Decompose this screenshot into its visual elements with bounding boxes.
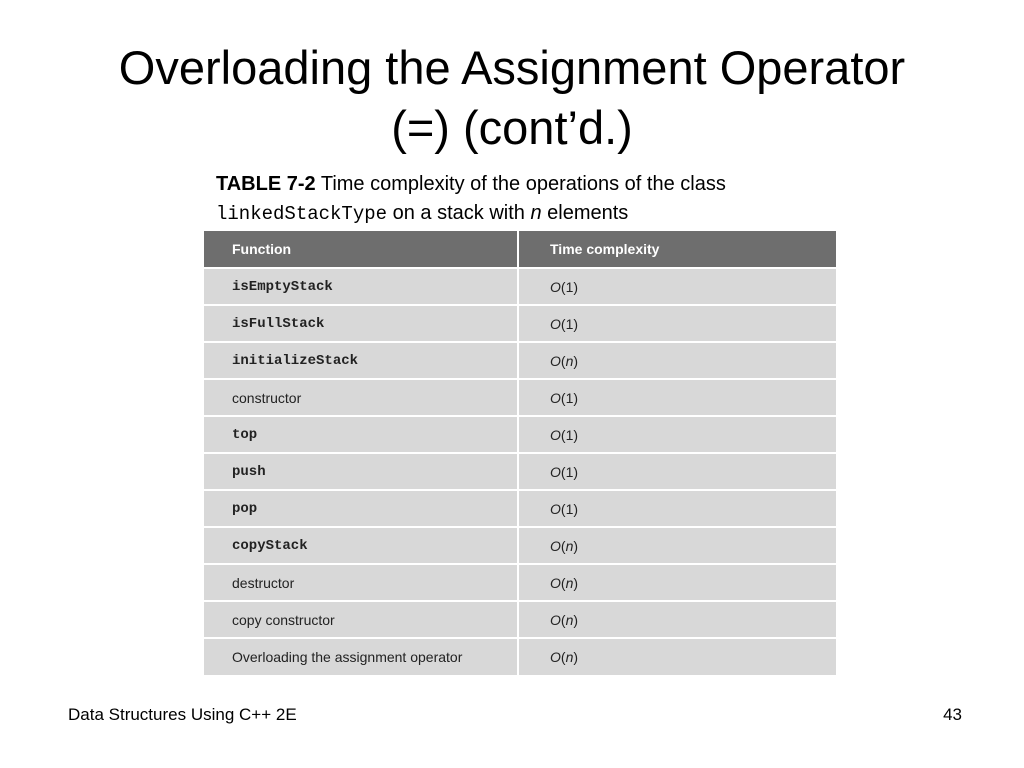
slide-title-line-2: (=) (cont’d.) — [391, 101, 633, 154]
function-cell: initializeStack — [204, 342, 518, 379]
complexity-value: n — [565, 611, 574, 628]
caption-text-2: on a stack with — [392, 202, 525, 224]
complexity-cell: O(1) — [518, 379, 836, 416]
function-cell: copy constructor — [204, 601, 518, 638]
complexity-value: 1 — [565, 389, 574, 406]
function-cell: top — [204, 416, 518, 453]
table-body — [204, 268, 836, 675]
table-row — [204, 527, 836, 564]
complexity-cell: O(1) — [518, 268, 836, 305]
caption-variable: n — [530, 202, 542, 224]
big-o-symbol: O — [550, 574, 561, 591]
complexity-cell: O(1) — [518, 305, 836, 342]
footer-course-title: Data Structures Using C++ 2E — [68, 705, 297, 724]
big-o-symbol: O — [550, 426, 561, 443]
function-cell: Overloading the assignment operator — [204, 638, 518, 675]
complexity-value: 1 — [565, 315, 574, 332]
function-cell: isEmptyStack — [204, 268, 518, 305]
big-o-symbol: O — [550, 278, 561, 295]
big-o-symbol: O — [550, 649, 561, 665]
table-header-row — [204, 231, 836, 268]
complexity-cell: O(n) — [518, 638, 836, 675]
big-o-symbol: O — [550, 537, 561, 554]
complexity-value: n — [565, 352, 574, 369]
complexity-value: 1 — [565, 278, 574, 295]
table-row — [204, 453, 836, 490]
table-row — [204, 268, 836, 305]
table-row — [204, 305, 836, 342]
complexity-value: 1 — [565, 500, 574, 517]
big-o-symbol: O — [550, 611, 561, 628]
function-cell: constructor — [204, 379, 518, 416]
complexity-cell: O(n) — [518, 564, 836, 601]
caption-class-name: linkedStackType — [216, 203, 388, 225]
footer-page-number: 43 — [943, 705, 962, 724]
caption-text-3: elements — [547, 202, 629, 224]
header-function: Function — [204, 231, 518, 268]
table-row — [204, 601, 836, 638]
caption-text-1: Time complexity of the operations of the class — [320, 173, 726, 195]
complexity-cell: O(n) — [518, 342, 836, 379]
table-row — [204, 342, 836, 379]
table-row — [204, 564, 836, 601]
complexity-value: 1 — [565, 426, 574, 443]
complexity-cell: O(n) — [518, 527, 836, 564]
function-cell: copyStack — [204, 527, 518, 564]
function-cell: isFullStack — [204, 305, 518, 342]
complexity-value: n — [565, 574, 574, 591]
slide-title — [0, 38, 1024, 158]
caption-label: TABLE 7-2 — [216, 173, 316, 195]
table-row — [204, 638, 836, 675]
big-o-symbol: O — [550, 500, 561, 517]
slide-title-line-1: Overloading the Assignment Operator — [118, 41, 906, 94]
complexity-table — [204, 231, 836, 675]
table-row — [204, 490, 836, 527]
big-o-symbol: O — [550, 352, 561, 369]
header-time-complexity: Time complexity — [518, 231, 836, 268]
table-row — [204, 379, 836, 416]
function-cell: destructor — [204, 564, 518, 601]
complexity-value: 1 — [565, 463, 574, 480]
complexity-cell: O(1) — [518, 490, 836, 527]
complexity-cell: O(n) — [518, 601, 836, 638]
complexity-value: n — [565, 537, 574, 554]
complexity-cell: O(1) — [518, 416, 836, 453]
complexity-cell: O(1) — [518, 453, 836, 490]
function-cell: push — [204, 453, 518, 490]
big-o-symbol: O — [550, 389, 561, 406]
table-caption — [216, 170, 916, 229]
table-row — [204, 416, 836, 453]
big-o-symbol: O — [550, 315, 561, 332]
complexity-value: n — [565, 649, 574, 665]
big-o-symbol: O — [550, 463, 561, 480]
function-cell: pop — [204, 490, 518, 527]
